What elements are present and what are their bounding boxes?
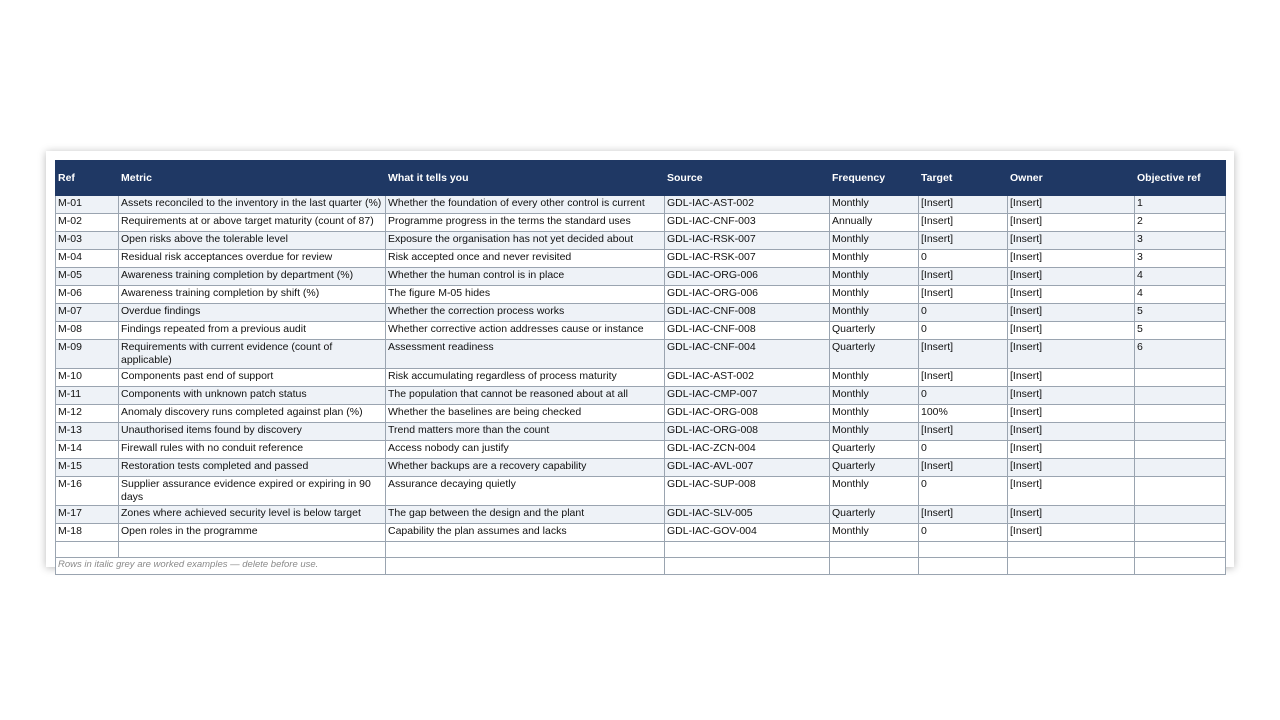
objective-ref-cell[interactable] bbox=[1135, 459, 1226, 477]
header-what-it-tells-you: What it tells you bbox=[386, 161, 665, 196]
frequency-cell[interactable]: Monthly bbox=[830, 423, 919, 441]
ref-cell[interactable]: M-13 bbox=[56, 423, 119, 441]
source-cell[interactable]: GDL-IAC-AST-002 bbox=[665, 369, 830, 387]
metric-cell[interactable]: Assets reconciled to the inventory in the last quarter (%) bbox=[119, 196, 386, 214]
meaning-cell[interactable]: Risk accepted once and never revisited bbox=[386, 250, 665, 268]
target-cell[interactable]: 0 bbox=[919, 250, 1008, 268]
objective-ref-cell[interactable] bbox=[1135, 477, 1226, 506]
objective-ref-cell[interactable] bbox=[1135, 405, 1226, 423]
table-row bbox=[56, 405, 1226, 423]
empty-cell[interactable] bbox=[1135, 542, 1226, 558]
empty-cell[interactable] bbox=[919, 558, 1008, 575]
source-cell[interactable]: GDL-IAC-ORG-006 bbox=[665, 268, 830, 286]
target-cell[interactable]: [Insert] bbox=[919, 214, 1008, 232]
empty-row bbox=[56, 542, 1226, 558]
ref-cell[interactable]: M-05 bbox=[56, 268, 119, 286]
table-row bbox=[56, 214, 1226, 232]
owner-cell[interactable]: [Insert] bbox=[1008, 214, 1135, 232]
frequency-cell[interactable]: Monthly bbox=[830, 477, 919, 506]
table-row bbox=[56, 506, 1226, 524]
header-target: Target bbox=[919, 161, 1008, 196]
ref-cell[interactable]: M-14 bbox=[56, 441, 119, 459]
target-cell[interactable]: 100% bbox=[919, 405, 1008, 423]
empty-cell[interactable] bbox=[665, 542, 830, 558]
ref-cell[interactable]: M-08 bbox=[56, 322, 119, 340]
owner-cell[interactable]: [Insert] bbox=[1008, 441, 1135, 459]
source-cell[interactable]: GDL-IAC-SUP-008 bbox=[665, 477, 830, 506]
meaning-cell[interactable]: The population that cannot be reasoned about at all bbox=[386, 387, 665, 405]
table-row bbox=[56, 322, 1226, 340]
table-row bbox=[56, 340, 1226, 369]
target-cell[interactable]: [Insert] bbox=[919, 506, 1008, 524]
table-row bbox=[56, 387, 1226, 405]
source-cell[interactable]: GDL-IAC-RSK-007 bbox=[665, 232, 830, 250]
metric-cell[interactable]: Restoration tests completed and passed bbox=[119, 459, 386, 477]
source-cell[interactable]: GDL-IAC-AVL-007 bbox=[665, 459, 830, 477]
frequency-cell[interactable]: Quarterly bbox=[830, 340, 919, 369]
objective-ref-cell[interactable]: 4 bbox=[1135, 286, 1226, 304]
note-row bbox=[56, 558, 1226, 575]
target-cell[interactable]: [Insert] bbox=[919, 232, 1008, 250]
table-row bbox=[56, 232, 1226, 250]
frequency-cell[interactable]: Monthly bbox=[830, 524, 919, 542]
owner-cell[interactable]: [Insert] bbox=[1008, 268, 1135, 286]
meaning-cell[interactable]: Programme progress in the terms the standard uses bbox=[386, 214, 665, 232]
meaning-cell[interactable]: Whether the foundation of every other control is current bbox=[386, 196, 665, 214]
table-row bbox=[56, 423, 1226, 441]
source-cell[interactable]: GDL-IAC-GOV-004 bbox=[665, 524, 830, 542]
header-owner: Owner bbox=[1008, 161, 1135, 196]
objective-ref-cell[interactable] bbox=[1135, 423, 1226, 441]
frequency-cell[interactable]: Monthly bbox=[830, 304, 919, 322]
table-row bbox=[56, 304, 1226, 322]
target-cell[interactable]: [Insert] bbox=[919, 459, 1008, 477]
header-objective-ref: Objective ref bbox=[1135, 161, 1226, 196]
source-cell[interactable]: GDL-IAC-AST-002 bbox=[665, 196, 830, 214]
meaning-cell[interactable]: Assessment readiness bbox=[386, 340, 665, 369]
frequency-cell[interactable]: Monthly bbox=[830, 387, 919, 405]
header-source: Source bbox=[665, 161, 830, 196]
metric-cell[interactable]: Awareness training completion by shift (%) bbox=[119, 286, 386, 304]
header-frequency: Frequency bbox=[830, 161, 919, 196]
owner-cell[interactable]: [Insert] bbox=[1008, 423, 1135, 441]
frequency-cell[interactable]: Monthly bbox=[830, 268, 919, 286]
metric-cell[interactable]: Overdue findings bbox=[119, 304, 386, 322]
empty-cell[interactable] bbox=[919, 542, 1008, 558]
owner-cell[interactable]: [Insert] bbox=[1008, 524, 1135, 542]
meaning-cell[interactable]: Exposure the organisation has not yet decided about bbox=[386, 232, 665, 250]
frequency-cell[interactable]: Quarterly bbox=[830, 459, 919, 477]
metric-cell[interactable]: Open risks above the tolerable level bbox=[119, 232, 386, 250]
ref-cell[interactable]: M-16 bbox=[56, 477, 119, 506]
target-cell[interactable]: 0 bbox=[919, 304, 1008, 322]
ref-cell[interactable]: M-15 bbox=[56, 459, 119, 477]
table-row bbox=[56, 268, 1226, 286]
owner-cell[interactable]: [Insert] bbox=[1008, 340, 1135, 369]
metric-cell[interactable]: Firewall rules with no conduit reference bbox=[119, 441, 386, 459]
frequency-cell[interactable]: Quarterly bbox=[830, 441, 919, 459]
objective-ref-cell[interactable]: 1 bbox=[1135, 196, 1226, 214]
metric-cell[interactable]: Supplier assurance evidence expired or expiring in 90 days bbox=[119, 477, 386, 506]
metric-cell[interactable]: Requirements at or above target maturity (count of 87) bbox=[119, 214, 386, 232]
frequency-cell[interactable]: Annually bbox=[830, 214, 919, 232]
meaning-cell[interactable]: The gap between the design and the plant bbox=[386, 506, 665, 524]
owner-cell[interactable]: [Insert] bbox=[1008, 387, 1135, 405]
target-cell[interactable]: [Insert] bbox=[919, 423, 1008, 441]
empty-cell[interactable] bbox=[56, 542, 119, 558]
owner-cell[interactable]: [Insert] bbox=[1008, 232, 1135, 250]
ref-cell[interactable]: M-11 bbox=[56, 387, 119, 405]
frequency-cell[interactable]: Quarterly bbox=[830, 322, 919, 340]
source-cell[interactable]: GDL-IAC-SLV-005 bbox=[665, 506, 830, 524]
source-cell[interactable]: GDL-IAC-RSK-007 bbox=[665, 250, 830, 268]
owner-cell[interactable]: [Insert] bbox=[1008, 304, 1135, 322]
empty-cell[interactable] bbox=[1008, 558, 1135, 575]
frequency-cell[interactable]: Monthly bbox=[830, 232, 919, 250]
frequency-cell[interactable]: Monthly bbox=[830, 250, 919, 268]
objective-ref-cell[interactable] bbox=[1135, 524, 1226, 542]
table-row bbox=[56, 441, 1226, 459]
objective-ref-cell[interactable]: 3 bbox=[1135, 232, 1226, 250]
owner-cell[interactable]: [Insert] bbox=[1008, 369, 1135, 387]
metric-cell[interactable]: Components with unknown patch status bbox=[119, 387, 386, 405]
metric-cell[interactable]: Findings repeated from a previous audit bbox=[119, 322, 386, 340]
objective-ref-cell[interactable] bbox=[1135, 369, 1226, 387]
objective-ref-cell[interactable] bbox=[1135, 387, 1226, 405]
ref-cell[interactable]: M-06 bbox=[56, 286, 119, 304]
owner-cell[interactable]: [Insert] bbox=[1008, 322, 1135, 340]
source-cell[interactable]: GDL-IAC-CNF-008 bbox=[665, 322, 830, 340]
meaning-cell[interactable]: Capability the plan assumes and lacks bbox=[386, 524, 665, 542]
metric-cell[interactable]: Residual risk acceptances overdue for review bbox=[119, 250, 386, 268]
empty-cell[interactable] bbox=[830, 542, 919, 558]
table-row bbox=[56, 477, 1226, 506]
meaning-cell[interactable]: Assurance decaying quietly bbox=[386, 477, 665, 506]
target-cell[interactable]: 0 bbox=[919, 387, 1008, 405]
table-row bbox=[56, 250, 1226, 268]
objective-ref-cell[interactable]: 5 bbox=[1135, 322, 1226, 340]
meaning-cell[interactable]: Trend matters more than the count bbox=[386, 423, 665, 441]
spreadsheet-page bbox=[46, 151, 1234, 570]
owner-cell[interactable]: [Insert] bbox=[1008, 405, 1135, 423]
target-cell[interactable]: [Insert] bbox=[919, 268, 1008, 286]
target-cell[interactable]: [Insert] bbox=[919, 340, 1008, 369]
ref-cell[interactable]: M-12 bbox=[56, 405, 119, 423]
metric-cell[interactable]: Unauthorised items found by discovery bbox=[119, 423, 386, 441]
header-metric: Metric bbox=[119, 161, 386, 196]
worked-examples-note: Rows in italic grey are worked examples — delete before use. bbox=[58, 559, 319, 570]
meaning-cell[interactable]: The figure M-05 hides bbox=[386, 286, 665, 304]
frequency-cell[interactable]: Monthly bbox=[830, 369, 919, 387]
meaning-cell[interactable]: Risk accumulating regardless of process maturity bbox=[386, 369, 665, 387]
objective-ref-cell[interactable]: 2 bbox=[1135, 214, 1226, 232]
target-cell[interactable]: [Insert] bbox=[919, 196, 1008, 214]
frequency-cell[interactable]: Monthly bbox=[830, 196, 919, 214]
meaning-cell[interactable]: Whether the correction process works bbox=[386, 304, 665, 322]
table-row bbox=[56, 196, 1226, 214]
ref-cell[interactable]: M-01 bbox=[56, 196, 119, 214]
source-cell[interactable]: GDL-IAC-CNF-008 bbox=[665, 304, 830, 322]
table-row bbox=[56, 369, 1226, 387]
ref-cell[interactable]: M-18 bbox=[56, 524, 119, 542]
target-cell[interactable]: [Insert] bbox=[919, 286, 1008, 304]
target-cell[interactable]: [Insert] bbox=[919, 369, 1008, 387]
table-row bbox=[56, 459, 1226, 477]
meaning-cell[interactable]: Whether backups are a recovery capability bbox=[386, 459, 665, 477]
ref-cell[interactable]: M-03 bbox=[56, 232, 119, 250]
objective-ref-cell[interactable] bbox=[1135, 441, 1226, 459]
target-cell[interactable]: 0 bbox=[919, 477, 1008, 506]
empty-cell[interactable] bbox=[1135, 558, 1226, 575]
metric-cell[interactable]: Requirements with current evidence (count of applicable) bbox=[119, 340, 386, 369]
meaning-cell[interactable]: Whether the human control is in place bbox=[386, 268, 665, 286]
objective-ref-cell[interactable]: 5 bbox=[1135, 304, 1226, 322]
source-cell[interactable]: GDL-IAC-ORG-006 bbox=[665, 286, 830, 304]
empty-cell[interactable] bbox=[119, 542, 386, 558]
ref-cell[interactable]: M-02 bbox=[56, 214, 119, 232]
note-cell[interactable] bbox=[56, 558, 386, 575]
objective-ref-cell[interactable]: 4 bbox=[1135, 268, 1226, 286]
metric-cell[interactable]: Open roles in the programme bbox=[119, 524, 386, 542]
owner-cell[interactable]: [Insert] bbox=[1008, 477, 1135, 506]
source-cell[interactable]: GDL-IAC-CNF-004 bbox=[665, 340, 830, 369]
ref-cell[interactable]: M-04 bbox=[56, 250, 119, 268]
metrics-table bbox=[55, 160, 1226, 575]
table-body bbox=[56, 196, 1226, 575]
meaning-cell[interactable]: Access nobody can justify bbox=[386, 441, 665, 459]
table-row bbox=[56, 524, 1226, 542]
empty-cell[interactable] bbox=[830, 558, 919, 575]
source-cell[interactable]: GDL-IAC-CMP-007 bbox=[665, 387, 830, 405]
owner-cell[interactable]: [Insert] bbox=[1008, 506, 1135, 524]
frequency-cell[interactable]: Quarterly bbox=[830, 506, 919, 524]
metric-cell[interactable]: Awareness training completion by department (%) bbox=[119, 268, 386, 286]
owner-cell[interactable]: [Insert] bbox=[1008, 250, 1135, 268]
owner-cell[interactable]: [Insert] bbox=[1008, 196, 1135, 214]
source-cell[interactable]: GDL-IAC-ZCN-004 bbox=[665, 441, 830, 459]
empty-cell[interactable] bbox=[386, 558, 665, 575]
ref-cell[interactable]: M-10 bbox=[56, 369, 119, 387]
empty-cell[interactable] bbox=[665, 558, 830, 575]
frequency-cell[interactable]: Monthly bbox=[830, 286, 919, 304]
source-cell[interactable]: GDL-IAC-ORG-008 bbox=[665, 423, 830, 441]
source-cell[interactable]: GDL-IAC-ORG-008 bbox=[665, 405, 830, 423]
empty-cell[interactable] bbox=[1008, 542, 1135, 558]
metric-cell[interactable]: Zones where achieved security level is below target bbox=[119, 506, 386, 524]
frequency-cell[interactable]: Monthly bbox=[830, 405, 919, 423]
metric-cell[interactable]: Components past end of support bbox=[119, 369, 386, 387]
table-row bbox=[56, 286, 1226, 304]
objective-ref-cell[interactable]: 3 bbox=[1135, 250, 1226, 268]
ref-cell[interactable]: M-07 bbox=[56, 304, 119, 322]
ref-cell[interactable]: M-17 bbox=[56, 506, 119, 524]
ref-cell[interactable]: M-09 bbox=[56, 340, 119, 369]
meaning-cell[interactable]: Whether corrective action addresses cause or instance bbox=[386, 322, 665, 340]
objective-ref-cell[interactable]: 6 bbox=[1135, 340, 1226, 369]
target-cell[interactable]: 0 bbox=[919, 441, 1008, 459]
meaning-cell[interactable]: Whether the baselines are being checked bbox=[386, 405, 665, 423]
target-cell[interactable]: 0 bbox=[919, 524, 1008, 542]
owner-cell[interactable]: [Insert] bbox=[1008, 459, 1135, 477]
empty-cell[interactable] bbox=[386, 542, 665, 558]
owner-cell[interactable]: [Insert] bbox=[1008, 286, 1135, 304]
header-row bbox=[56, 161, 1226, 196]
metric-cell[interactable]: Anomaly discovery runs completed against plan (%) bbox=[119, 405, 386, 423]
source-cell[interactable]: GDL-IAC-CNF-003 bbox=[665, 214, 830, 232]
objective-ref-cell[interactable] bbox=[1135, 506, 1226, 524]
target-cell[interactable]: 0 bbox=[919, 322, 1008, 340]
header-ref: Ref bbox=[56, 161, 119, 196]
